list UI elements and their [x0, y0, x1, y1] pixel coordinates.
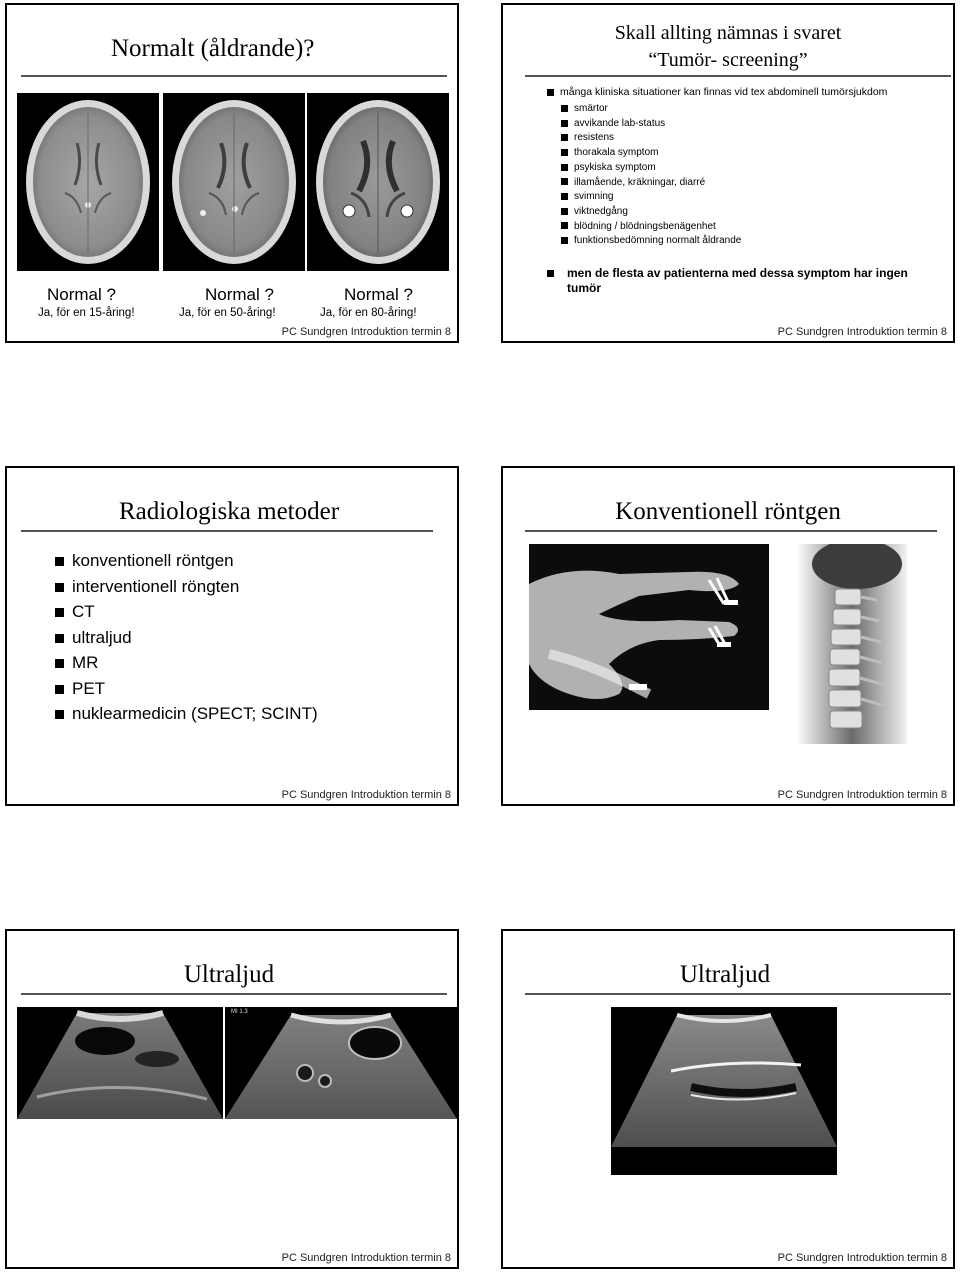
scan-answer-3: Ja, för en 80-åring! [320, 307, 417, 319]
title-underline [21, 993, 447, 995]
bullet-icon [561, 134, 568, 141]
spine-xray-image [797, 544, 907, 744]
title-underline [21, 530, 433, 532]
scan-answer-1: Ja, för en 15-åring! [38, 307, 135, 319]
list-item: MR [55, 650, 318, 676]
scan-question-1: Normal ? [47, 285, 116, 304]
bullet-icon [547, 270, 554, 277]
slide-normal-aging [5, 3, 459, 343]
bullet-icon [561, 237, 568, 244]
list-item: konventionell röntgen [55, 548, 318, 574]
title-underline [525, 530, 937, 532]
list-item: blödning / blödningsbenägenhet [561, 220, 741, 235]
slide-title: Konventionell röntgen [615, 498, 841, 525]
ct-scan-image-80yo [307, 93, 449, 271]
list-item: nuklearmedicin (SPECT; SCINT) [55, 701, 318, 727]
ultrasound-image-right [225, 1007, 457, 1119]
slide-tumor-screening [501, 3, 955, 343]
slide-title: Ultraljud [183, 961, 275, 988]
list-item: smärtor [561, 102, 741, 117]
ultrasound-image [611, 1007, 837, 1175]
slide-footer: PC Sundgren Introduktion termin 8 [281, 789, 451, 801]
bullet-icon [55, 659, 64, 668]
list-item: resistens [561, 131, 741, 146]
slide-conventional-xray [501, 466, 955, 806]
list-item: avvikande lab-status [561, 117, 741, 132]
slide-title-line-2: “Tumör- screening” [648, 49, 808, 71]
bullet-icon [561, 120, 568, 127]
list-item: psykiska symptom [561, 161, 741, 176]
bullet-icon [55, 634, 64, 643]
slide-title: Ultraljud [679, 961, 771, 988]
list-item: CT [55, 599, 318, 625]
scan-question-2: Normal ? [205, 285, 274, 304]
title-underline [21, 75, 447, 77]
hand-xray-image [529, 544, 769, 710]
bullet-icon [55, 557, 64, 566]
bullet-icon [561, 149, 568, 156]
slide-footer: PC Sundgren Introduktion termin 8 [777, 789, 947, 801]
title-underline [525, 75, 951, 77]
bullet-icon [55, 710, 64, 719]
main-bullet-text: många kliniska situationer kan finnas vid tex abdominell tumörsjukdom [560, 86, 888, 98]
symptom-list [561, 102, 741, 249]
slide-radiology-methods [5, 466, 459, 806]
slide-footer: PC Sundgren Introduktion termin 8 [281, 1252, 451, 1264]
bullet-icon [561, 105, 568, 112]
bullet-icon [561, 193, 568, 200]
slide-title: Radiologiska metoder [118, 498, 340, 525]
list-item: illamående, kräkningar, diarré [561, 176, 741, 191]
conclusion-text: men de flesta av patienterna med dessa symptom har ingen tumör [567, 266, 908, 295]
list-item: interventionell röngten [55, 574, 318, 600]
list-item: thorakala symptom [561, 146, 741, 161]
slide-footer: PC Sundgren Introduktion termin 8 [777, 326, 947, 338]
ultrasound-image-left [17, 1007, 223, 1119]
title-underline [525, 993, 951, 995]
bullet-icon [561, 208, 568, 215]
bullet-icon [561, 222, 568, 229]
slide-footer: PC Sundgren Introduktion termin 8 [777, 1252, 947, 1264]
scan-question-3: Normal ? [344, 285, 413, 304]
bullet-icon [561, 178, 568, 185]
list-item: viktnedgång [561, 205, 741, 220]
list-item: funktionsbedömning normalt åldrande [561, 234, 741, 249]
bullet-icon [55, 583, 64, 592]
list-item: svimning [561, 190, 741, 205]
main-bullet [547, 86, 887, 98]
bullet-icon [547, 89, 554, 96]
methods-list [55, 548, 318, 727]
slide-footer: PC Sundgren Introduktion termin 8 [281, 326, 451, 338]
bullet-icon [561, 164, 568, 171]
list-item: PET [55, 676, 318, 702]
slide-ultrasound-1 [5, 929, 459, 1269]
ct-scan-image-15yo [17, 93, 159, 271]
ct-scan-image-50yo [163, 93, 305, 271]
conclusion-bullet [547, 266, 947, 296]
scan-answer-2: Ja, för en 50-åring! [179, 307, 276, 319]
bullet-icon [55, 608, 64, 617]
slide-title-line-1: Skall allting nämnas i svaret [614, 22, 842, 44]
slide-title: Normalt (åldrande)? [111, 35, 315, 62]
scanner-readout: MI 1.3 [231, 1009, 248, 1015]
list-item: ultraljud [55, 625, 318, 651]
bullet-icon [55, 685, 64, 694]
slide-ultrasound-2 [501, 929, 955, 1269]
